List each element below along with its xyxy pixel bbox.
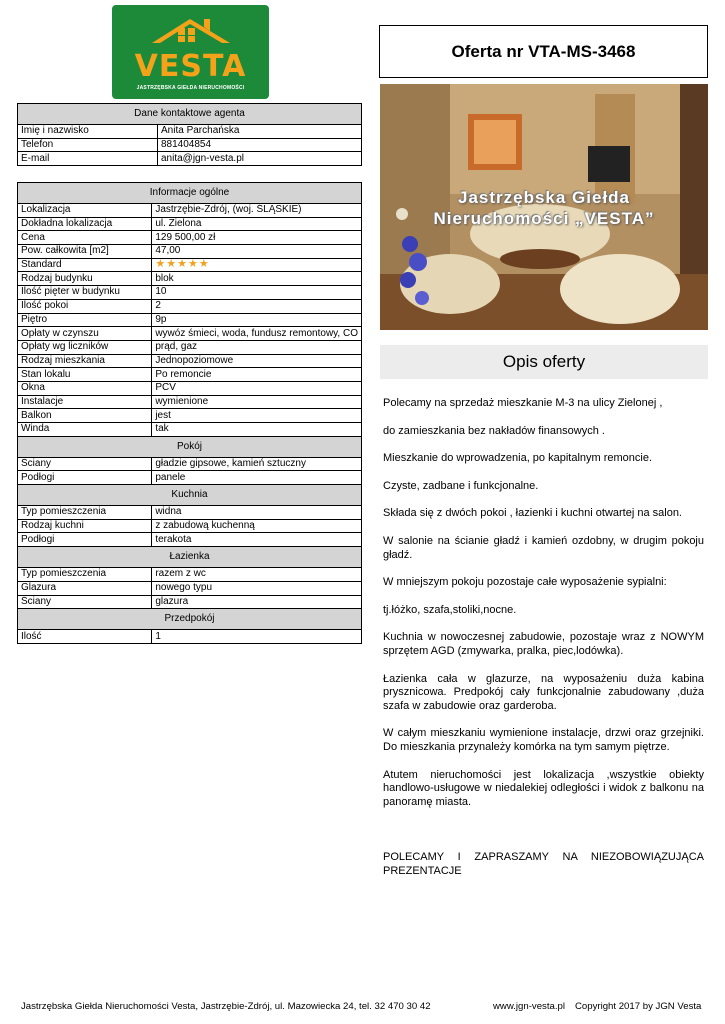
row-value: ul. Zielona: [152, 217, 362, 231]
table-row: [18, 354, 362, 368]
description-paragraph: tj.łóżko, szafa,stoliki,nocne.: [383, 603, 517, 616]
description-paragraph: Łazienka cała w glazurze, na wyposażeniu duża kabina prysznicowa. Predpokój cały funkcjonalnie zabudowany ,duża szafa w zabudowie oraz garderoba.: [383, 672, 704, 712]
row-label: Lokalizacja: [18, 204, 152, 218]
star-icon: ★: [155, 258, 166, 271]
row-label: Winda: [18, 423, 152, 437]
description-paragraph: Mieszkanie do wprowadzenia, po kapitalnym remoncie.: [383, 452, 653, 465]
description-paragraph: Atutem nieruchomości jest lokalizacja ,wszystkie obiekty handlowo-usługowe w niedalekiej odległości i widok z balkonu na panoramę miasta.: [383, 768, 704, 808]
row-value: Po remoncie: [152, 368, 362, 382]
table-row: [18, 506, 362, 520]
row-value: nowego typu: [152, 581, 362, 595]
row-label: Ściany: [18, 595, 152, 609]
agent-table-header: Dane kontaktowe agenta: [18, 104, 362, 125]
table-row: [18, 519, 362, 533]
star-icon: ★: [198, 258, 209, 271]
row-value: 10: [152, 286, 362, 300]
row-label: Cena: [18, 231, 152, 245]
row-label: Piętro: [18, 313, 152, 327]
kitchen-section-header: Kuchnia: [18, 485, 362, 506]
vesta-logo: [112, 5, 269, 99]
table-row: [18, 258, 362, 272]
table-row: [18, 313, 362, 327]
table-row: [18, 340, 362, 354]
offer-title: Oferta nr VTA-MS-3468: [379, 25, 708, 78]
row-label: Telefon: [18, 138, 158, 152]
logo-brand: VESTA: [134, 49, 247, 84]
table-row: [18, 630, 362, 644]
row-label: Standard: [18, 258, 152, 272]
row-value: glazura: [152, 595, 362, 609]
star-icon: ★: [187, 258, 198, 271]
standard-rating: [152, 258, 362, 272]
row-value: 9p: [152, 313, 362, 327]
table-row: [18, 581, 362, 595]
table-row: [18, 457, 362, 471]
table-row: [18, 409, 362, 423]
watermark-line-2: Nieruchomości „VESTA”: [433, 209, 655, 228]
row-value: Jednopoziomowe: [152, 354, 362, 368]
row-value: 881404854: [158, 138, 362, 152]
star-icon: ★: [177, 258, 187, 271]
table-row: [18, 152, 362, 166]
description-paragraph: W mniejszym pokoju pozostaje całe wyposażenie sypialni:: [383, 576, 667, 589]
table-row: [18, 381, 362, 395]
row-label: Stan lokalu: [18, 368, 152, 382]
row-value: wymienione: [152, 395, 362, 409]
description-paragraph: Polecamy na sprzedaż mieszkanie M-3 na ulicy Zielonej ,: [383, 397, 663, 409]
description-paragraph: Składa się z dwóch pokoi , łazienki i kuchni otwartej na salon.: [383, 507, 682, 520]
table-row: [18, 245, 362, 259]
row-label: Rodzaj mieszkania: [18, 354, 152, 368]
description-header: Opis oferty: [380, 345, 708, 379]
row-value: blok: [152, 272, 362, 286]
table-row: [18, 299, 362, 313]
table-row: [18, 533, 362, 547]
row-value: widna: [152, 506, 362, 520]
table-row: [18, 286, 362, 300]
row-label: E-mail: [18, 152, 158, 166]
bathroom-section-header: Łazienka: [18, 547, 362, 568]
row-value: jest: [152, 409, 362, 423]
table-row: [18, 327, 362, 341]
row-value: prąd, gaz: [152, 340, 362, 354]
row-value: wywóz śmieci, woda, fundusz remontowy, CO: [152, 327, 362, 341]
description-paragraph: W całym mieszkaniu wymienione instalacje, drzwi oraz grzejniki. Do mieszkania przynależy komórka na tym samym piętrze.: [383, 727, 704, 753]
row-value: panele: [152, 471, 362, 485]
room-section-header: Pokój: [18, 436, 362, 457]
row-label: Rodzaj kuchni: [18, 519, 152, 533]
table-row: [18, 368, 362, 382]
footer-website[interactable]: www.jgn-vesta.pl: [493, 1001, 565, 1012]
table-row: [18, 138, 362, 152]
row-label: Typ pomieszczenia: [18, 568, 152, 582]
table-row: [18, 568, 362, 582]
table-row: [18, 204, 362, 218]
table-row: [18, 231, 362, 245]
row-label: Pow. całkowita [m2]: [18, 245, 152, 259]
table-row: [18, 395, 362, 409]
row-label: Ściany: [18, 457, 152, 471]
description-paragraph: W salonie na ścianie gładź i kamień ozdobny, w drugim pokoju gładź.: [383, 534, 704, 561]
table-row: [18, 272, 362, 286]
agent-contact-table: [17, 103, 362, 166]
row-value: 129 500,00 zł: [152, 231, 362, 245]
description-body: [383, 397, 704, 892]
row-label: Opłaty w czynszu: [18, 327, 152, 341]
row-label: Imię i nazwisko: [18, 125, 158, 139]
hallway-section-header: Przedpokój: [18, 609, 362, 630]
row-label: Rodzaj budynku: [18, 272, 152, 286]
row-label: Ilość: [18, 630, 152, 644]
general-table-header: Informacje ogólne: [18, 183, 362, 204]
row-value: z zabudową kuchenną: [152, 519, 362, 533]
footer-address: Jastrzębska Giełda Nieruchomości Vesta, Jastrzębie-Zdrój, ul. Mazowiecka 24, tel. 32 470 30 42: [21, 1001, 431, 1012]
description-paragraph: Czyste, zadbane i funkcjonalne.: [383, 479, 539, 492]
table-row: [18, 471, 362, 485]
row-label: Glazura: [18, 581, 152, 595]
footer-copyright: Copyright 2017 by JGN Vesta: [575, 1001, 702, 1012]
description-paragraph: POLECAMY I ZAPRASZAMY NA NIEZOBOWIĄZUJĄCA PREZENTACJE: [383, 851, 704, 877]
row-label: Ilość pięter w budynku: [18, 286, 152, 300]
row-value: 1: [152, 630, 362, 644]
row-value: 47,00: [152, 245, 362, 259]
row-label: Podłogi: [18, 533, 152, 547]
table-row: [18, 595, 362, 609]
row-value: razem z wc: [152, 568, 362, 582]
row-label: Balkon: [18, 409, 152, 423]
row-label: Okna: [18, 381, 152, 395]
row-value: gładzie gipsowe, kamień sztuczny: [152, 457, 362, 471]
row-label: Opłaty wg liczników: [18, 340, 152, 354]
row-value: 2: [152, 299, 362, 313]
row-value: PCV: [152, 381, 362, 395]
general-info-table: [17, 182, 362, 644]
row-value: anita@jgn-vesta.pl: [158, 152, 362, 166]
star-rating: [155, 259, 208, 270]
star-icon: ★: [166, 258, 177, 271]
table-row: [18, 217, 362, 231]
row-label: Podłogi: [18, 471, 152, 485]
row-value: tak: [152, 423, 362, 437]
logo-subtitle: JASTRZĘBSKA GIEŁDA NIERUCHOMOŚCI: [136, 85, 245, 91]
row-label: Instalacje: [18, 395, 152, 409]
table-row: [18, 125, 362, 139]
row-value: terakota: [152, 533, 362, 547]
row-label: Typ pomieszczenia: [18, 506, 152, 520]
description-paragraph: Kuchnia w nowoczesnej zabudowie, pozostaje wraz z NOWYM sprzętem AGD (zmywarka, pralka, piec,lodówka).: [383, 631, 704, 657]
watermark-line-1: Jastrzębska Giełda: [457, 188, 631, 207]
row-value: Anita Parchańska: [158, 125, 362, 139]
row-label: Dokładna lokalizacja: [18, 217, 152, 231]
property-photo: [380, 84, 708, 330]
row-value: Jastrzębie-Zdrój, (woj. ŚLĄSKIE): [152, 204, 362, 218]
table-row: [18, 423, 362, 437]
description-paragraph: do zamieszkania bez nakładów finansowych .: [383, 424, 605, 437]
row-label: Ilość pokoi: [18, 299, 152, 313]
